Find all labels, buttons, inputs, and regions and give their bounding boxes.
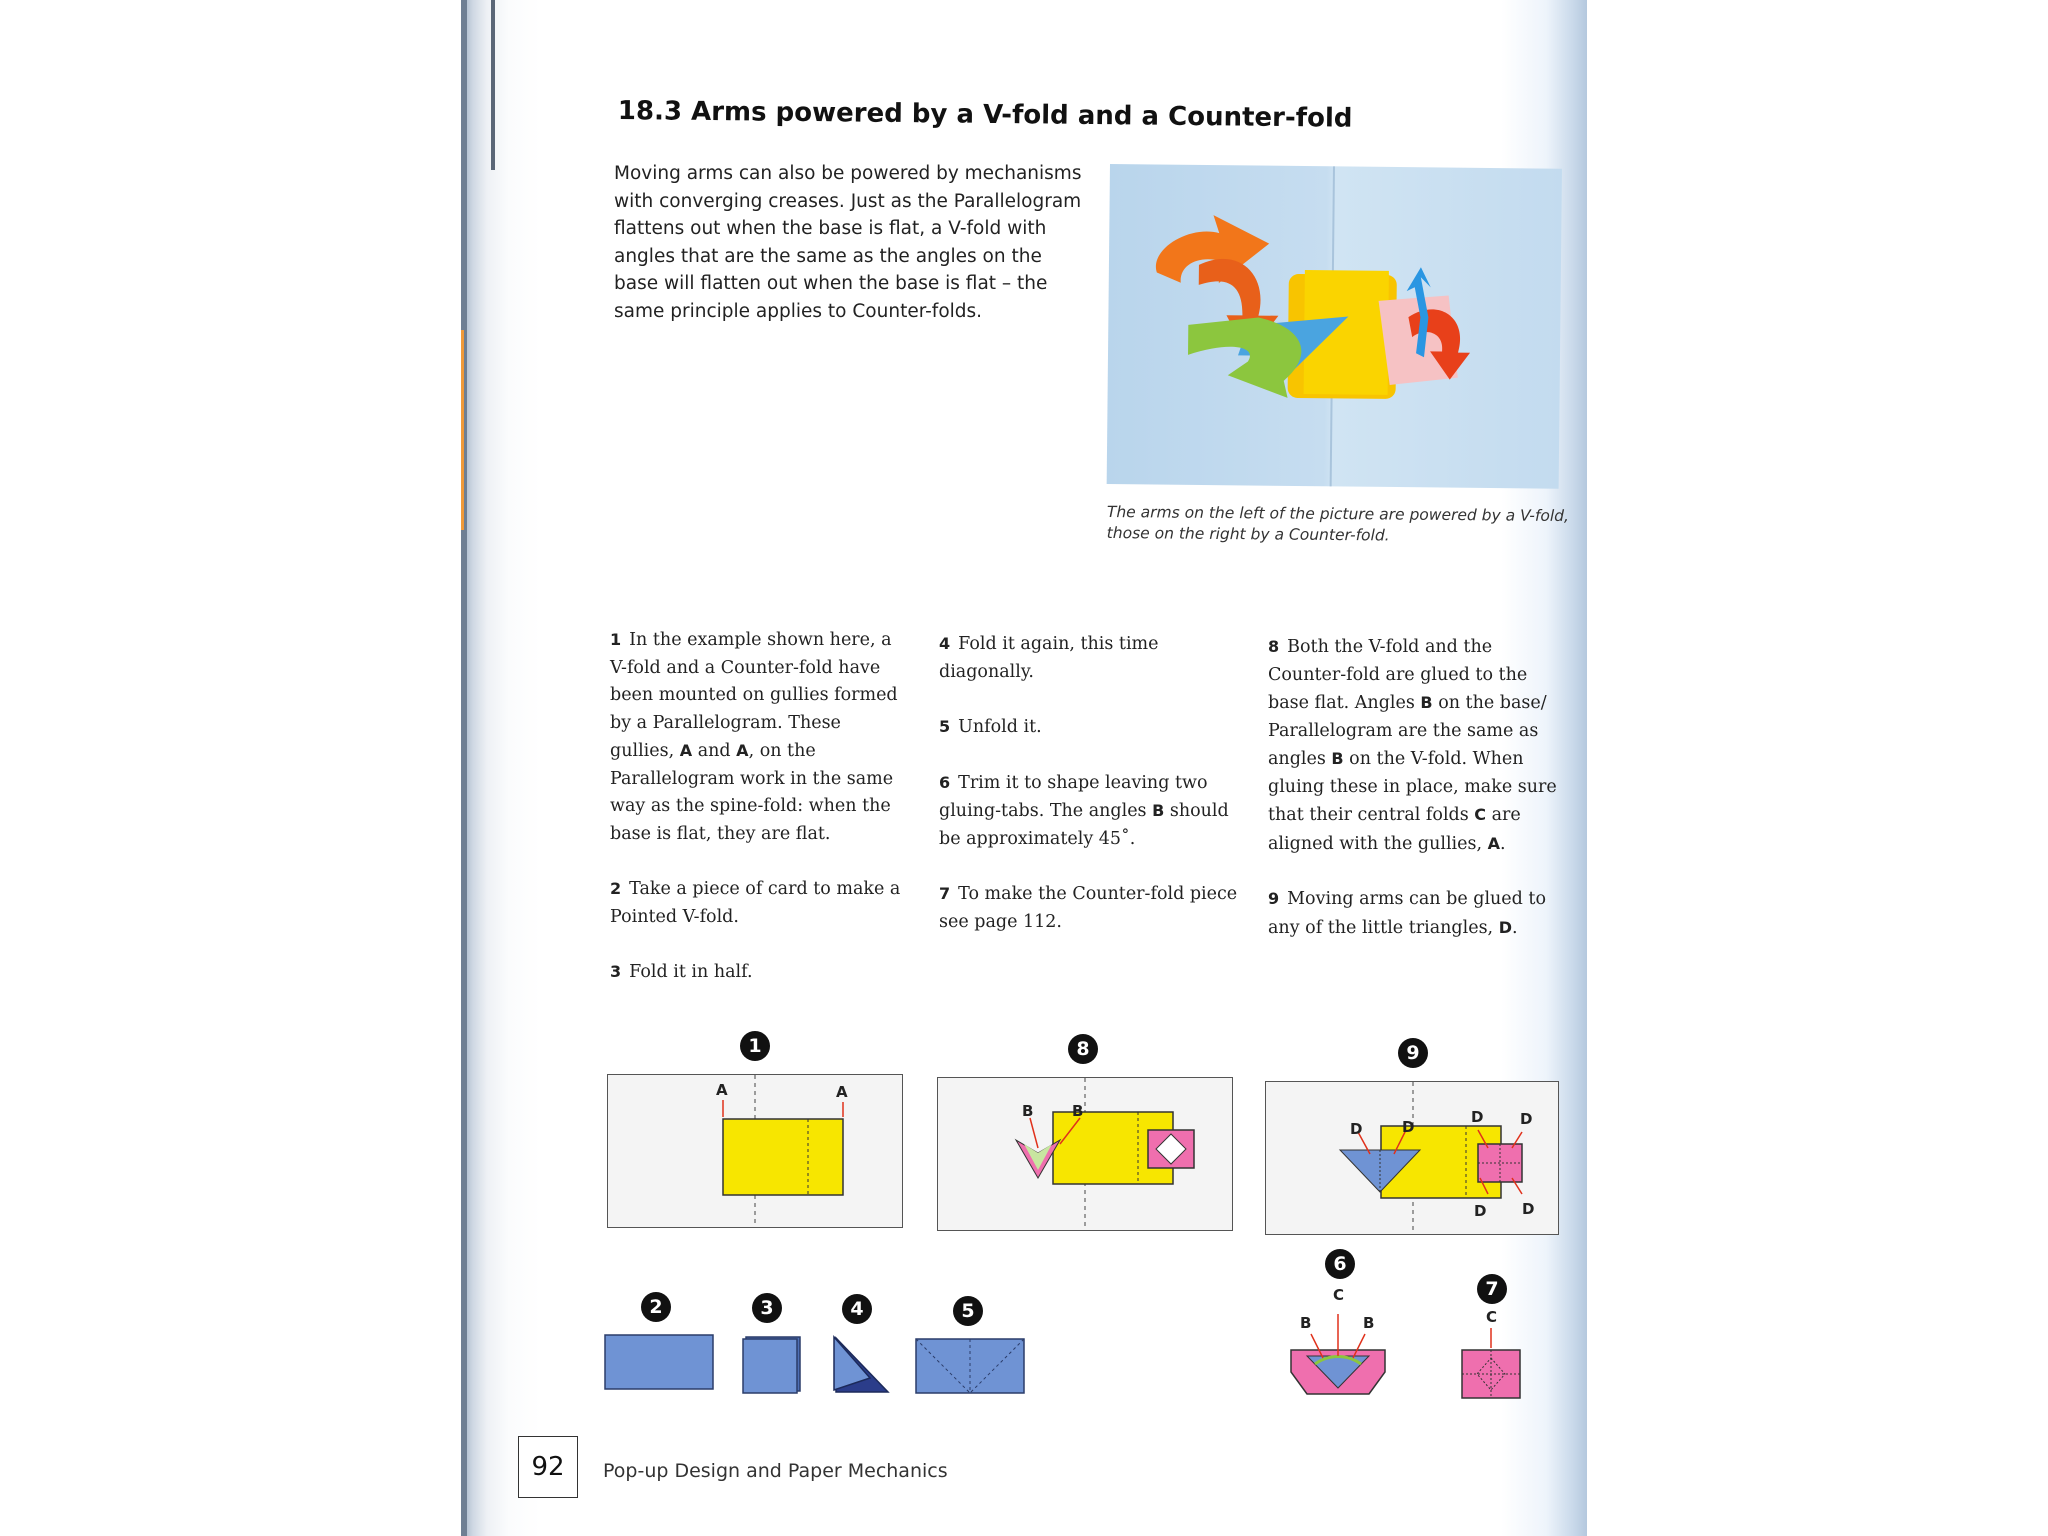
diagram-7 [1459,1308,1529,1408]
label-a: A [836,1083,848,1101]
steps-column-2 [939,630,1239,963]
page-number: 92 [518,1436,578,1498]
v-fold-piece-drawing [1285,1284,1405,1404]
diagram-5-badge: 5 [953,1296,983,1326]
diagram-6 [1285,1284,1405,1404]
diagram-8-drawing [938,1078,1232,1230]
label-a: A [716,1081,728,1099]
card-flat-drawing [604,1334,716,1392]
popup-photo-illustration [1107,164,1562,489]
diagram-1-drawing [608,1075,902,1227]
diagram-8-badge: 8 [1068,1034,1098,1064]
label-b: B [1300,1314,1312,1332]
step-6: 6 Trim it to shape leaving two gluing-tabs. The angles B should be approximately 45˚. [939,772,1229,849]
label-b: B [1022,1102,1034,1120]
diagram-5 [915,1338,1027,1400]
label-d: D [1520,1110,1533,1128]
diagram-1 [607,1074,903,1228]
label-d: D [1350,1120,1363,1138]
step-9: 9 Moving arms can be glued to any of the little triangles, D. [1268,889,1547,938]
diagram-2 [604,1334,716,1396]
diagram-4-badge: 4 [842,1294,872,1324]
diagram-9 [1265,1081,1559,1235]
diagram-1-badge: 1 [740,1031,770,1061]
label-c: C [1486,1308,1498,1326]
label-b: B [1072,1102,1084,1120]
card-unfolded-drawing [915,1338,1027,1396]
page-edge-strip [461,330,464,530]
diagram-9-badge: 9 [1398,1038,1428,1068]
popup-photo [1107,164,1562,489]
step-7: 7 To make the Counter-fold piece see page 112. [939,884,1238,932]
step-2: 2 Take a piece of card to make a Pointed V-fold. [610,879,901,927]
steps-column-1 [610,626,910,1014]
card-diagonal-fold-drawing [832,1336,892,1396]
diagram-6-badge: 6 [1325,1249,1355,1279]
step-3: 3 Fold it in half. [610,962,753,982]
step-5: 5 Unfold it. [939,717,1042,737]
photo-caption: The arms on the left of the picture are powered by a V-fold, those on the right by a Counter-fold. [1106,502,1570,545]
intro-paragraph: Moving arms can also be powered by mechanisms with converging creases. Just as the Parallelogram flattens out when the base is flat, a V-fold with angles that are the same as the angles on the base will flatten out when the base is flat – the same principle applies to Counter-folds. [614,163,1082,322]
diagram-8 [937,1077,1233,1231]
label-b: B [1363,1314,1375,1332]
step-1: 1 In the example shown here, a V-fold and a Counter-fold have been mounted on gullies formed by a Parallelogram. These gullies, A and A, on the Parallelogram work in the same way as the spine-fold: when the base is flat, they are flat. [610,630,898,844]
book-page [461,0,1587,1536]
diagram-3 [742,1336,804,1400]
label-c: C [1333,1286,1345,1304]
book-title: Pop-up Design and Paper Mechanics [603,1460,948,1482]
diagram-2-badge: 2 [641,1292,671,1322]
page-spine-edge [461,0,467,1536]
label-d: D [1474,1202,1487,1220]
diagram-4 [832,1336,892,1400]
diagram-7-badge: 7 [1477,1274,1507,1304]
section-title: 18.3 Arms powered by a V-fold and a Counter-fold [617,96,1353,134]
label-d: D [1402,1118,1415,1136]
diagram-9-drawing [1266,1082,1558,1234]
steps-column-3 [1268,633,1568,969]
step-8: 8 Both the V-fold and the Counter-fold are glued to the base flat. Angles B on the base/ Parallelogram are the same as angles B on the V-fold. When gluing these in place, make sure that their central folds C are aligned with the gullies, A. [1268,637,1557,854]
card-folded-drawing [742,1336,804,1396]
label-d: D [1471,1108,1484,1126]
diagram-3-badge: 3 [752,1293,782,1323]
label-d: D [1522,1200,1535,1218]
page-binding-shadow [491,0,495,170]
step-4: 4 Fold it again, this time diagonally. [939,634,1159,682]
